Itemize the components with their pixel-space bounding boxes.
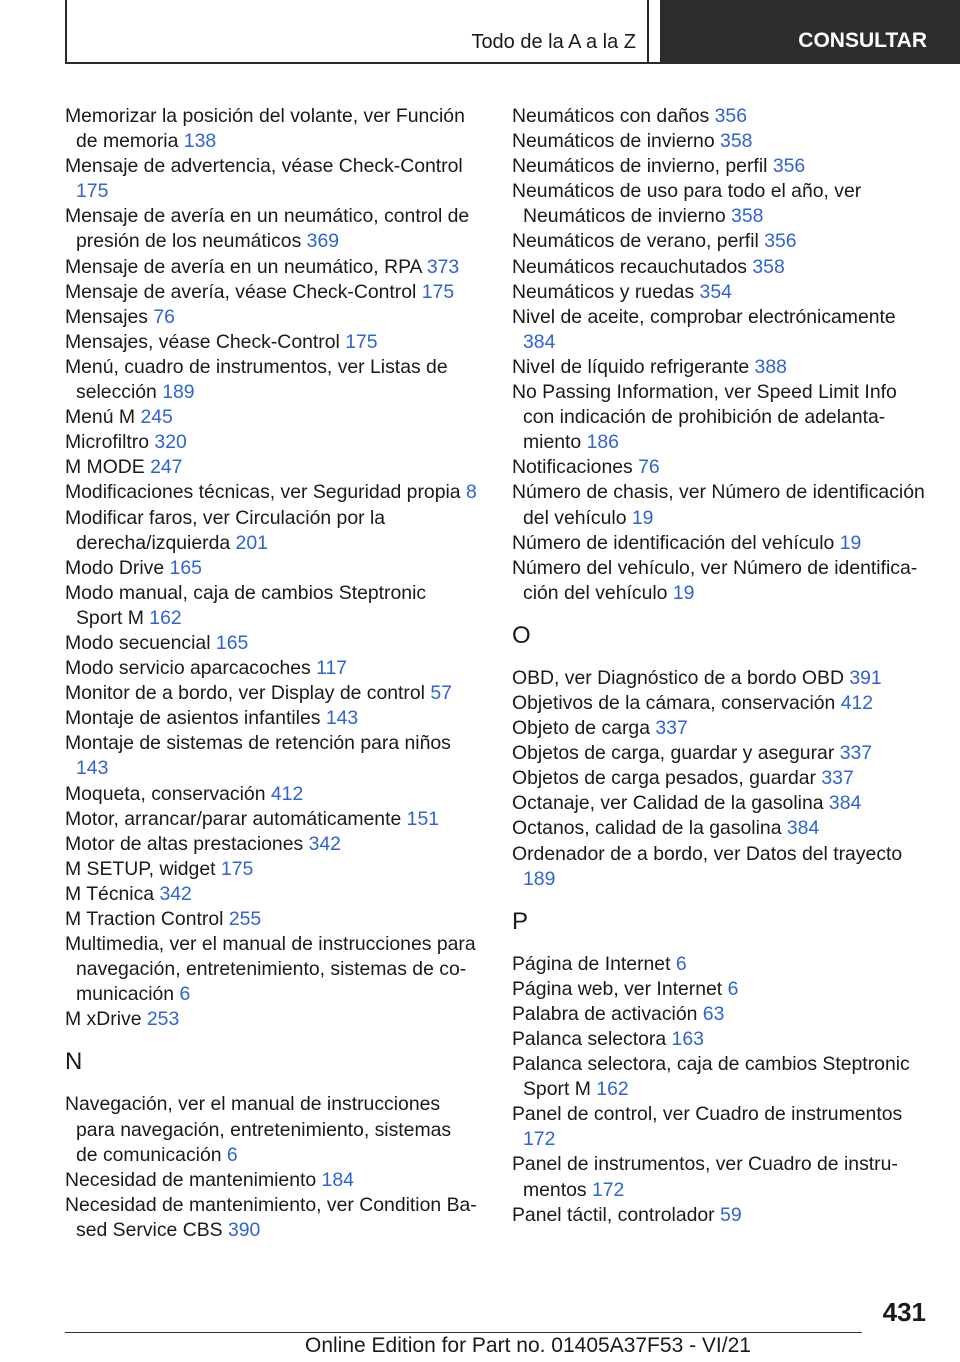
index-entry — [65, 882, 477, 907]
index-entry — [512, 816, 930, 841]
index-entry — [512, 255, 930, 280]
index-page-link[interactable]: 63 — [702, 1002, 725, 1025]
index-entry-text: Neumáticos de invierno, perfil — [512, 155, 768, 178]
index-entry — [512, 179, 930, 229]
index-page-link[interactable]: 342 — [308, 832, 341, 855]
footer-divider — [65, 1332, 862, 1333]
index-entry-text: Motor de altas prestaciones — [65, 832, 304, 855]
index-entry — [512, 556, 930, 606]
index-entry — [512, 977, 930, 1002]
index-entry — [65, 154, 477, 204]
index-entry-text: M SETUP, widget — [65, 857, 216, 880]
index-entry-text: Panel de control, ver Cuadro de instrumentos — [512, 1103, 903, 1126]
index-entry-text: Neumáticos de uso para todo el año, ver Neumáticos de invierno — [512, 180, 862, 228]
index-entry — [512, 229, 930, 254]
index-page-link[interactable]: 172 — [591, 1178, 625, 1201]
index-page-link[interactable]: 384 — [523, 330, 556, 353]
index-entry — [512, 380, 930, 455]
index-entry-text: Neumáticos recauchutados — [512, 255, 747, 278]
index-page-link[interactable]: 165 — [215, 631, 249, 654]
index-entry — [65, 556, 477, 581]
index-entry-text: Panel táctil, controlador — [512, 1203, 715, 1226]
index-entry — [65, 581, 477, 631]
index-entry — [65, 280, 477, 305]
index-page-link[interactable]: 143 — [76, 757, 109, 780]
index-entry-text: Menú, cuadro de instrumentos, ver Listas de selección — [65, 355, 448, 404]
index-page-link[interactable]: 175 — [76, 180, 109, 203]
index-page-link[interactable]: 8 — [465, 481, 477, 504]
index-page-link[interactable]: 412 — [270, 782, 304, 805]
index-entry — [512, 1102, 930, 1152]
index-entry-text: Objetos de carga pesados, guardar — [512, 767, 816, 790]
index-entry — [65, 355, 477, 405]
index-entry-text: Número del vehículo, ver Número de identificación del vehículo — [512, 556, 918, 604]
index-entry-text: Monitor de a bordo, ver Display de control — [65, 682, 425, 705]
index-entry — [65, 807, 477, 832]
index-entry-text: Notificaciones — [512, 456, 633, 479]
index-page-link[interactable]: 337 — [821, 767, 854, 790]
index-entry-text: Modificar faros, ver Circulación por la derecha/izquierda — [65, 506, 386, 554]
index-page-link[interactable]: 143 — [325, 707, 359, 730]
index-entry — [65, 1007, 477, 1032]
index-entry-text: Octanos, calidad de la gasolina — [512, 817, 782, 840]
index-entry — [65, 832, 477, 857]
index-page-link[interactable]: 57 — [430, 682, 452, 705]
index-page-link[interactable]: 356 — [772, 155, 806, 178]
index-entry-text: Menú M — [65, 406, 136, 429]
index-entry — [512, 129, 930, 154]
index-entry-text: Mensaje de advertencia, véase Check-Control — [65, 155, 463, 178]
index-page-link[interactable]: 186 — [586, 431, 619, 454]
index-entry-text: Página de Internet — [512, 952, 671, 975]
index-entry — [65, 330, 477, 355]
index-page-link[interactable]: 165 — [169, 556, 202, 579]
index-entry-text: Palabra de activación — [512, 1002, 698, 1025]
index-page-link[interactable]: 175 — [220, 857, 254, 880]
index-page-link[interactable]: 163 — [671, 1028, 704, 1050]
index-letter-heading: N — [65, 1048, 83, 1076]
index-entry-text: Modo manual, caja de cambios Steptronic Sport M — [65, 581, 427, 629]
index-entry-text: Montaje de asientos infantiles — [65, 707, 321, 730]
index-entry-text: Objeto de carga — [512, 717, 650, 740]
index-page-link[interactable]: 369 — [306, 230, 340, 253]
index-page-link[interactable]: 117 — [316, 657, 348, 680]
index-entry-text: Modo servicio aparcacoches — [65, 657, 311, 680]
index-page-link[interactable]: 6 — [226, 1143, 238, 1166]
index-entry — [512, 305, 930, 355]
index-entry-text: Mensaje de avería, véase Check-Control — [65, 280, 417, 303]
index-entry-text: Número de identificación del vehículo — [512, 531, 835, 554]
index-page-link[interactable]: 384 — [786, 817, 820, 840]
index-entry — [65, 631, 477, 656]
index-page-link[interactable]: 19 — [631, 506, 654, 529]
index-page-link[interactable]: 358 — [720, 130, 753, 153]
tab-a-z[interactable]: Todo de la A a la Z — [471, 31, 636, 53]
index-page-link[interactable]: 388 — [754, 355, 787, 378]
index-entry — [65, 430, 477, 455]
index-entry-text: Microfiltro — [65, 431, 150, 454]
index-entry — [512, 1052, 930, 1102]
index-page-link[interactable]: 76 — [638, 456, 660, 479]
index-letter-heading: P — [512, 907, 529, 935]
index-entry — [512, 952, 930, 977]
index-entry-text: M MODE — [65, 456, 145, 479]
index-entry — [65, 405, 477, 430]
index-entry — [512, 455, 930, 480]
index-page-link[interactable]: 337 — [655, 717, 688, 740]
index-entry — [65, 907, 477, 932]
index-entry — [512, 104, 930, 129]
index-entry-text: M Técnica — [65, 882, 155, 905]
index-entry-text: Necesidad de mantenimiento — [65, 1168, 317, 1191]
footer-edition: Online Edition for Part no. 01405A37F53 - VI/21 — [305, 1334, 751, 1357]
index-entry — [65, 255, 477, 280]
index-entry-text: Modificaciones técnicas, ver Seguridad propia — [65, 481, 461, 504]
index-column-right — [512, 104, 930, 1228]
index-entry-text: Número de chasis, ver Número de identificación del vehículo — [512, 481, 925, 529]
index-page-link[interactable]: 76 — [153, 305, 175, 328]
index-entry-text: Multimedia, ver el manual de instrucciones para navegación, entretenimiento, sistemas de comunicación — [65, 933, 476, 1006]
index-entry-text: Navegación, ver el manual de instrucciones para navegación, entretenimiento, sistemas de comunicación — [65, 1093, 452, 1166]
index-entry-text: Modo secuencial — [65, 631, 211, 654]
index-entry — [65, 1092, 477, 1167]
index-letter-heading: O — [512, 621, 531, 649]
index-entry — [65, 104, 477, 154]
index-page-link[interactable]: 358 — [752, 255, 785, 278]
index-page-link[interactable]: 19 — [672, 581, 695, 604]
index-entry-text: Mensajes — [65, 305, 148, 328]
index-entry-text: Objetos de carga, guardar y asegurar — [512, 742, 835, 765]
index-entry-text: Página web, ver Internet — [512, 977, 723, 1000]
index-entry-text: Neumáticos de invierno — [512, 130, 715, 153]
index-entry — [65, 656, 477, 681]
index-entry-text: Moqueta, conservación — [65, 782, 266, 805]
index-entry-text: Palanca selectora, caja de cambios Steptronic Sport M — [512, 1053, 910, 1101]
index-entry — [65, 480, 477, 505]
index-entry-text: Neumáticos con daños — [512, 105, 710, 127]
index-entry — [65, 706, 477, 731]
index-entry-text: M Traction Control — [65, 908, 224, 930]
index-entry — [65, 731, 477, 781]
index-entry — [65, 1168, 477, 1193]
index-entry — [512, 154, 930, 179]
index-entry-text: Panel de instrumentos, ver Cuadro de instrumentos — [512, 1153, 898, 1201]
index-entry-text: Memorizar la posición del volante, ver Función de memoria — [65, 105, 465, 153]
index-page-link[interactable]: 391 — [849, 666, 882, 689]
index-entry — [65, 305, 477, 330]
index-page-link[interactable]: 412 — [840, 691, 874, 714]
index-entry-text: Nivel de aceite, comprobar electrónicamente — [512, 305, 896, 328]
index-page-link[interactable]: 189 — [162, 381, 195, 404]
index-entry-text: Montaje de sistemas de retención para niños — [65, 732, 451, 755]
index-entry-text: No Passing Information, ver Speed Limit Info con indicación de prohibición de adelantamiento — [512, 381, 897, 454]
index-entry — [512, 791, 930, 816]
tab-divider — [647, 0, 649, 64]
index-entry-text: Motor, arrancar/parar automáticamente — [65, 807, 402, 830]
index-page-link[interactable]: 138 — [183, 130, 217, 153]
index-page-link[interactable]: 390 — [227, 1218, 261, 1241]
index-page-link[interactable]: 373 — [426, 255, 460, 278]
index-entry-text: Neumáticos de verano, perfil — [512, 230, 759, 253]
index-entry-text: Mensajes, véase Check-Control — [65, 330, 340, 353]
index-entry-text: Octanaje, ver Calidad de la gasolina — [512, 792, 824, 815]
index-page-link[interactable]: 358 — [731, 205, 764, 228]
index-entry — [512, 1152, 930, 1202]
index-entry-text: Ordenador de a bordo, ver Datos del trayecto — [512, 842, 903, 865]
index-page-link[interactable]: 342 — [159, 882, 192, 905]
index-page-link[interactable]: 151 — [406, 807, 440, 830]
index-page-link[interactable]: 356 — [714, 105, 747, 127]
index-entry — [512, 842, 930, 892]
index-entry — [65, 782, 477, 807]
index-entry — [512, 716, 930, 741]
index-page-link[interactable]: 201 — [235, 531, 268, 554]
index-entry — [512, 280, 930, 305]
index-column-left — [65, 104, 477, 1243]
index-entry — [65, 932, 477, 1007]
index-entry-text: Palanca selectora — [512, 1028, 667, 1050]
index-entry — [512, 480, 930, 530]
index-page-link[interactable]: 255 — [228, 908, 262, 930]
index-entry-text: Nivel de líquido refrigerante — [512, 355, 750, 378]
index-entry — [65, 455, 477, 480]
index-page-link[interactable]: 172 — [523, 1128, 556, 1151]
index-entry — [512, 1027, 930, 1052]
index-page-link[interactable]: 162 — [596, 1078, 629, 1101]
index-page-link[interactable]: 356 — [764, 230, 797, 253]
index-entry-text: Necesidad de mantenimiento, ver Condition Based Service CBS — [65, 1193, 477, 1241]
index-entry — [65, 204, 477, 254]
index-entry-text: OBD, ver Diagnóstico de a bordo OBD — [512, 666, 844, 689]
index-page-link[interactable]: 6 — [179, 983, 191, 1006]
index-page-link[interactable]: 253 — [146, 1008, 180, 1031]
index-entry-text: Objetivos de la cámara, conservación — [512, 691, 836, 714]
index-entry-text: Mensaje de avería en un neumático, control de presión de los neumáticos — [65, 205, 470, 253]
index-entry — [65, 506, 477, 556]
index-page-link[interactable]: 19 — [839, 531, 862, 554]
index-page-link[interactable]: 59 — [720, 1203, 742, 1226]
page-number: 431 — [882, 1297, 926, 1327]
index-entry-text: Neumáticos y ruedas — [512, 280, 695, 303]
index-entry — [512, 666, 930, 691]
index-entry — [512, 1002, 930, 1027]
index-page-link[interactable]: 6 — [675, 952, 687, 975]
index-page-link[interactable]: 247 — [150, 456, 183, 479]
index-entry — [512, 1203, 930, 1228]
index-page-link[interactable]: 320 — [154, 431, 187, 454]
index-page-link[interactable]: 354 — [699, 280, 732, 303]
index-entry-text: Mensaje de avería en un neumático, RPA — [65, 255, 422, 278]
index-page-link[interactable]: 189 — [523, 867, 556, 890]
tab-consultar[interactable]: CONSULTAR — [660, 0, 960, 64]
index-entry — [512, 355, 930, 380]
index-page-link[interactable]: 184 — [321, 1168, 354, 1191]
index-entry — [512, 741, 930, 766]
index-entry-text: M xDrive — [65, 1008, 142, 1031]
index-entry — [65, 857, 477, 882]
index-entry — [512, 691, 930, 716]
index-page-link[interactable]: 175 — [421, 280, 455, 303]
index-entry — [65, 1193, 477, 1243]
index-page-link[interactable]: 175 — [345, 330, 378, 353]
index-entry — [512, 531, 930, 556]
index-entry-text: Modo Drive — [65, 556, 165, 579]
index-entry — [512, 766, 930, 791]
index-entry — [65, 681, 477, 706]
index-page-link[interactable]: 162 — [149, 606, 182, 629]
index-page-link[interactable]: 245 — [140, 406, 173, 429]
index-page-link[interactable]: 337 — [839, 742, 873, 765]
index-page-link[interactable]: 384 — [828, 792, 862, 815]
index-page-link[interactable]: 6 — [727, 977, 739, 1000]
